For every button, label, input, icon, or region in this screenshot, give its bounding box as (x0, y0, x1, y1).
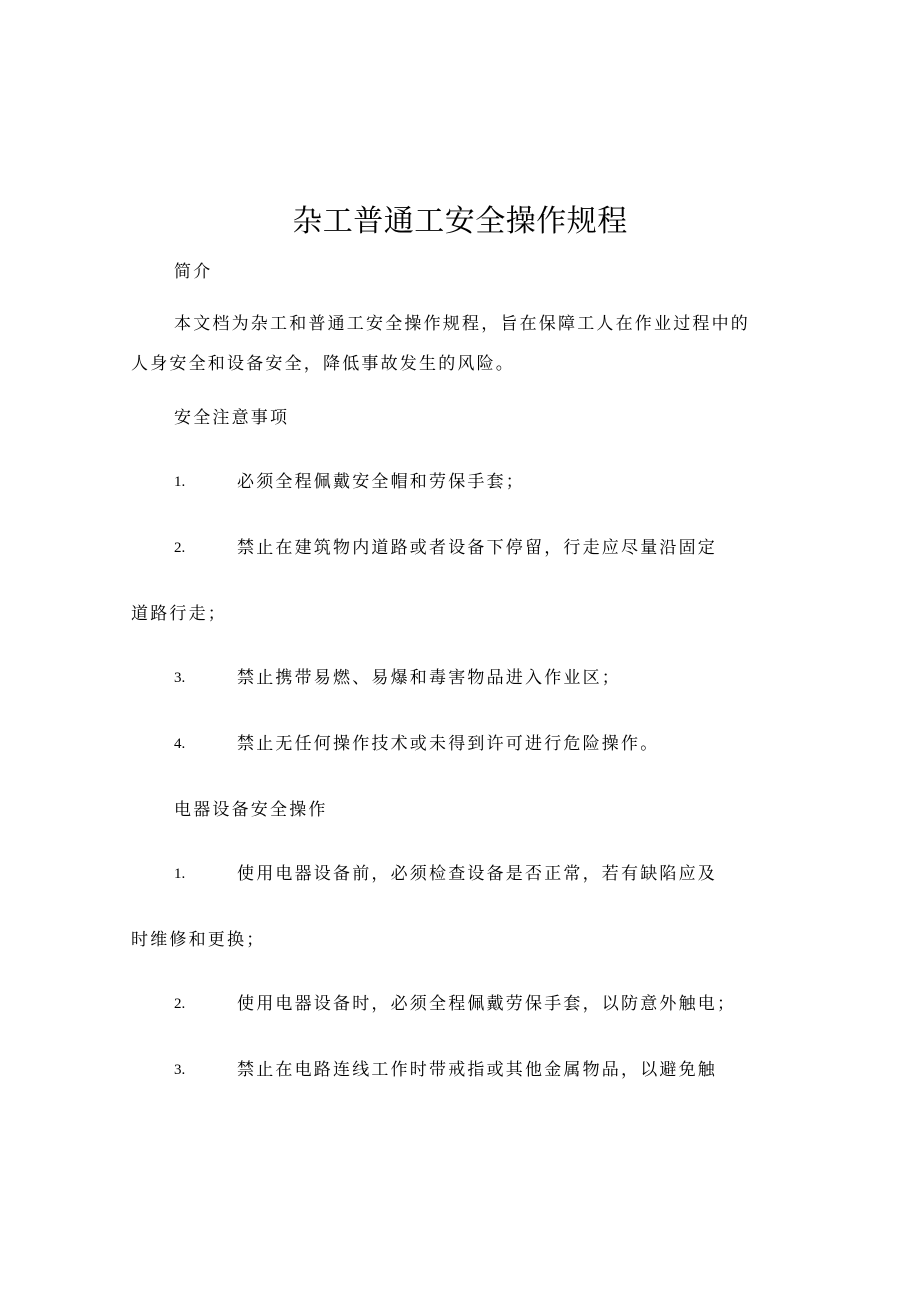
safety-item-4-text: 禁止无任何操作技术或未得到许可进行危险操作。 (237, 734, 660, 754)
safety-item-1-text: 必须全程佩戴安全帽和劳保手套； (237, 472, 525, 492)
safety-item-3-number: 3. (174, 670, 186, 686)
electrical-item-1-number: 1. (174, 866, 186, 882)
safety-item-4-number: 4. (174, 736, 186, 752)
safety-item-2-text: 禁止在建筑物内道路或者设备下停留，行走应尽量沿固定 (237, 538, 717, 558)
intro-paragraph-line-1: 本文档为杂工和普通工安全操作规程，旨在保障工人在作业过程中的 (174, 314, 750, 334)
intro-paragraph-line-2: 人身安全和设备安全，降低事故发生的风险。 (131, 354, 515, 374)
electrical-item-2-number: 2. (174, 996, 186, 1012)
electrical-item-1-text: 使用电器设备前，必须检查设备是否正常，若有缺陷应及 (237, 864, 717, 884)
safety-item-3-text: 禁止携带易燃、易爆和毒害物品进入作业区； (237, 668, 621, 688)
electrical-item-3-text: 禁止在电路连线工作时带戒指或其他金属物品，以避免触 (237, 1060, 717, 1080)
electrical-item-1-continuation: 时维修和更换； (131, 930, 266, 950)
electrical-item-3-number: 3. (174, 1062, 186, 1078)
safety-item-2-continuation: 道路行走； (131, 604, 227, 624)
safety-item-2-number: 2. (174, 540, 186, 556)
safety-item-1-number: 1. (174, 474, 186, 490)
document-title: 杂工普通工安全操作规程 (292, 204, 628, 239)
intro-heading: 简介 (174, 262, 213, 282)
electrical-item-2-text: 使用电器设备时，必须全程佩戴劳保手套，以防意外触电； (237, 994, 737, 1014)
electrical-heading: 电器设备安全操作 (174, 800, 328, 820)
safety-notes-heading: 安全注意事项 (174, 408, 290, 428)
